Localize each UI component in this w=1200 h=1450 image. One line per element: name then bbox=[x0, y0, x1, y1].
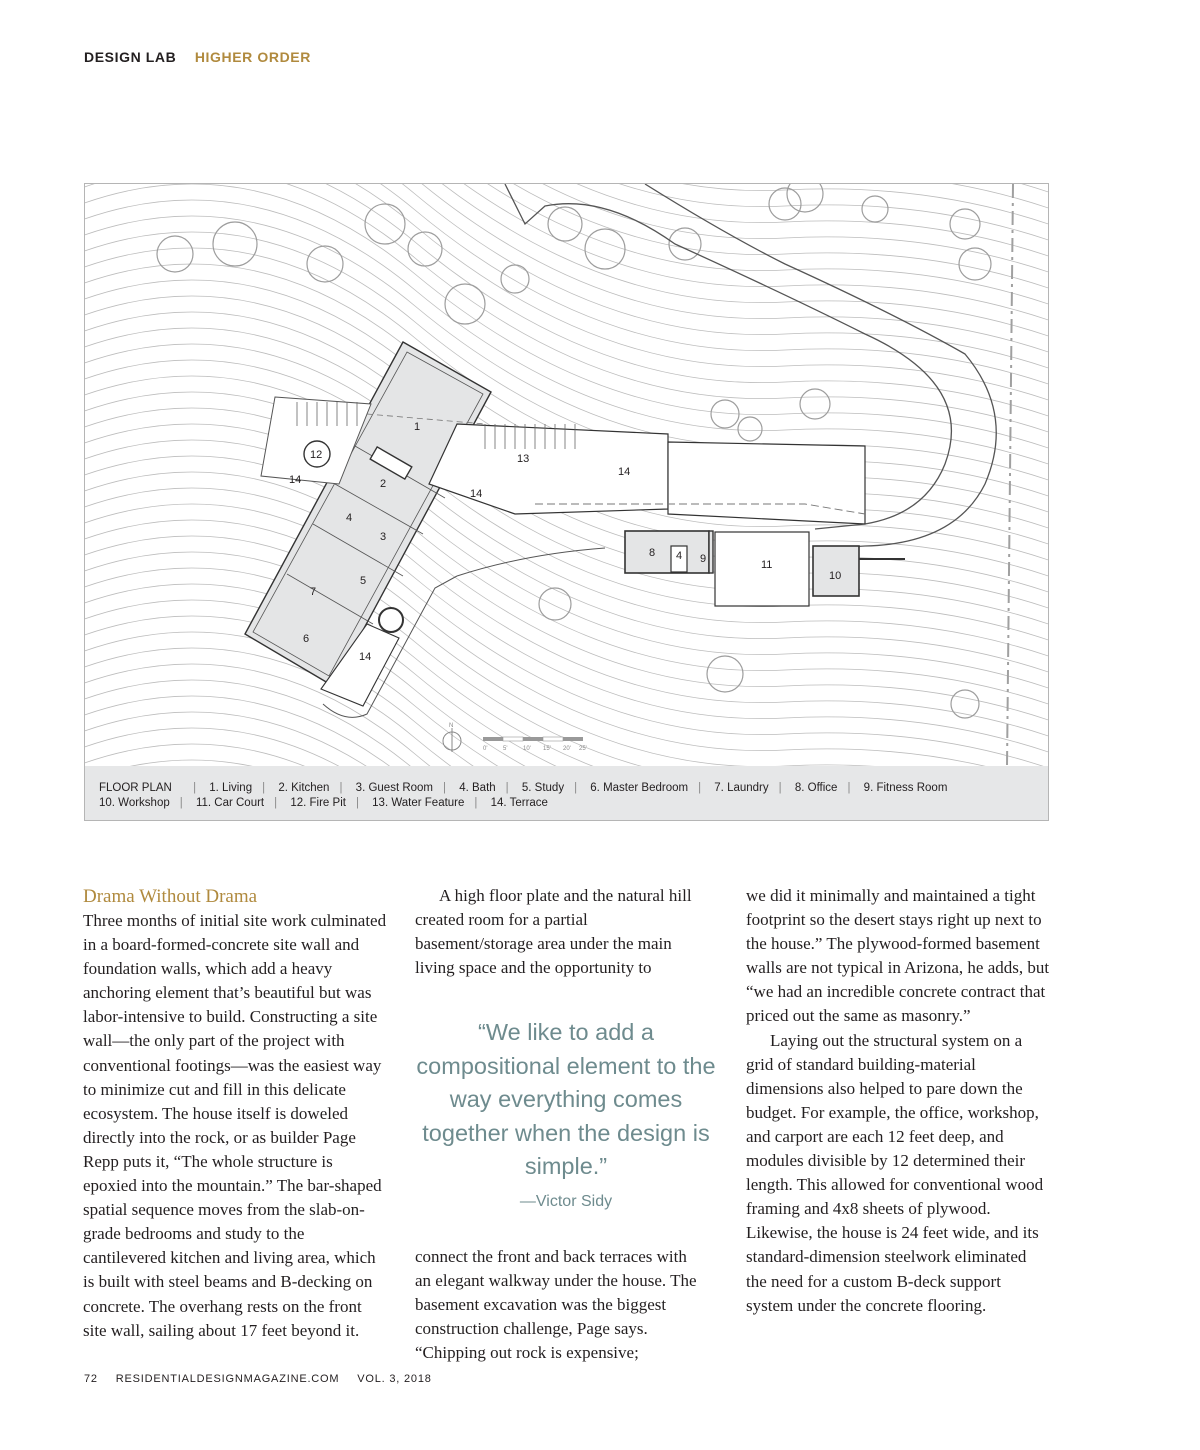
tree-icon bbox=[707, 656, 743, 692]
room-label: 3 bbox=[380, 531, 387, 543]
room-label: 14 bbox=[618, 466, 631, 478]
page-header bbox=[84, 49, 311, 65]
tree-icon bbox=[307, 246, 343, 282]
contour-line bbox=[85, 184, 1048, 388]
pull-quote bbox=[415, 1016, 717, 1214]
contour-line bbox=[85, 184, 1048, 324]
article-column-2-continued bbox=[415, 1245, 700, 1365]
pull-quote-text: “We like to add a compositional element to the way everything comes together when the design is simple.” bbox=[416, 1019, 716, 1179]
tree-icon bbox=[800, 389, 830, 419]
contour-line bbox=[85, 184, 1048, 292]
room-label: 14 bbox=[470, 488, 483, 500]
site-plan-drawing bbox=[85, 184, 1048, 766]
legend-item: 8. Office bbox=[794, 782, 838, 794]
legend-separator: | bbox=[262, 782, 266, 794]
legend-item: 9. Fitness Room bbox=[863, 782, 948, 794]
article-subhead: Drama Without Drama bbox=[83, 886, 258, 907]
legend-item: 11. Car Court bbox=[195, 797, 265, 809]
series-label: HIGHER ORDER bbox=[194, 49, 311, 65]
tree-icon bbox=[548, 207, 582, 241]
tree-icon bbox=[769, 188, 801, 220]
article-column-1 bbox=[83, 884, 388, 1343]
north-arrow bbox=[443, 723, 461, 752]
room-label: 5 bbox=[360, 575, 367, 587]
room-label: 9 bbox=[700, 553, 707, 565]
legend-separator: | bbox=[193, 782, 197, 794]
legend-separator: | bbox=[274, 797, 278, 809]
contour-line bbox=[85, 504, 1048, 766]
room-label: 4 bbox=[346, 512, 353, 524]
legend-separator: | bbox=[847, 782, 851, 794]
tree-icon bbox=[585, 229, 625, 269]
legend-item: 10. Workshop bbox=[99, 797, 170, 809]
legend-item: 2. Kitchen bbox=[278, 782, 330, 794]
contour-line bbox=[85, 184, 1048, 196]
contour-line bbox=[85, 472, 1048, 766]
tree-icon bbox=[950, 209, 980, 239]
scale-label: 20' bbox=[563, 746, 571, 752]
tree-icon bbox=[213, 222, 257, 266]
issue-label: VOL. 3, 2018 bbox=[357, 1373, 432, 1385]
tree-icon bbox=[365, 204, 405, 244]
tree-icon bbox=[862, 196, 888, 222]
article-paragraph: we did it minimally and maintained a tight footprint so the desert stays right up next to the house.” The plywood-formed basement walls are not typical in Arizona, he adds, but “we had an incredible concrete contract that priced out the same as masonry.” bbox=[746, 886, 1050, 1026]
legend-separator: | bbox=[778, 782, 782, 794]
legend-item: 14. Terrace bbox=[490, 797, 548, 809]
room-label: 7 bbox=[310, 586, 317, 598]
page-number: 72 bbox=[84, 1373, 98, 1385]
tree-icon bbox=[408, 232, 442, 266]
scale-label: 5' bbox=[503, 746, 508, 752]
room-label: 8 bbox=[649, 547, 656, 559]
contour-line bbox=[85, 568, 1048, 766]
scale-bar bbox=[483, 737, 587, 752]
section-label: DESIGN LAB bbox=[84, 49, 177, 65]
room-label: 14 bbox=[289, 474, 302, 486]
article-paragraph: Three months of initial site work culminated in a board-formed-concrete site wall and foundation walls, which add a heavy anchoring element that’s beautiful but was labor-intensive to build. Constructing a site wall—the only part of the project with conventional footings—was the easiest way to minimize cut and fill in this delicate ecosystem. The house itself is doweled directly into the rock, or as builder Page Repp puts it, “The whole structure is epoxied into the mountain.” The bar-shaped spatial sequence moves from the slab-on-grade bedrooms and study to the cantilevered kitchen and living area, which is built with steel beams and B-decking on concrete. The overhang rests on the front site wall, sailing about 17 feet beyond it. bbox=[83, 911, 387, 1340]
contour-line bbox=[85, 264, 1048, 564]
contour-line bbox=[85, 184, 1048, 276]
legend-separator: | bbox=[179, 797, 183, 809]
legend-item: 4. Bath bbox=[459, 782, 496, 794]
tree-icon bbox=[157, 236, 193, 272]
tree-icon bbox=[539, 588, 571, 620]
scale-label: 25' bbox=[579, 746, 587, 752]
floor-plan-figure bbox=[84, 183, 1049, 821]
magazine-site: RESIDENTIALDESIGNMAGAZINE.COM bbox=[115, 1373, 340, 1385]
article-column-3 bbox=[746, 884, 1051, 1318]
legend-separator: | bbox=[574, 782, 578, 794]
legend-item: 3. Guest Room bbox=[355, 782, 434, 794]
contour-line bbox=[85, 184, 1048, 372]
legend-row-2 bbox=[99, 796, 1048, 811]
pull-quote-attribution: —Victor Sidy bbox=[519, 1192, 613, 1210]
page-footer bbox=[84, 1373, 446, 1385]
article-paragraph: connect the front and back terraces with an elegant walkway under the house. The basement excavation was the biggest construction challenge, Page says. “Chipping out rock is expensive; bbox=[415, 1247, 697, 1363]
article-column-2 bbox=[415, 884, 700, 980]
north-label: N bbox=[449, 723, 454, 729]
legend-separator: | bbox=[339, 782, 343, 794]
tree-icon bbox=[669, 228, 701, 260]
legend-title: FLOOR PLAN bbox=[99, 782, 172, 794]
legend-item: 7. Laundry bbox=[714, 782, 769, 794]
house-floor-plan bbox=[245, 342, 905, 717]
room-label: 12 bbox=[310, 449, 323, 461]
contour-line bbox=[85, 376, 1048, 676]
room-label: 13 bbox=[517, 453, 530, 465]
legend-separator: | bbox=[505, 782, 509, 794]
tree-icon bbox=[738, 417, 762, 441]
tree-icon bbox=[959, 248, 991, 280]
floor-plan-legend bbox=[85, 766, 1048, 821]
room-label: 6 bbox=[303, 633, 310, 645]
contour-line bbox=[85, 184, 1048, 228]
room-label: 10 bbox=[829, 570, 842, 582]
contour-line bbox=[85, 184, 1048, 212]
contour-line bbox=[85, 184, 1048, 468]
room-label: 2 bbox=[380, 478, 387, 490]
legend-item: 1. Living bbox=[209, 782, 253, 794]
room-label: 4 bbox=[676, 550, 683, 562]
contour-line bbox=[85, 184, 1048, 436]
tree-icon bbox=[445, 284, 485, 324]
legend-separator: | bbox=[355, 797, 359, 809]
legend-item: 12. Fire Pit bbox=[290, 797, 346, 809]
legend-separator: | bbox=[698, 782, 702, 794]
scale-label: 10' bbox=[523, 746, 531, 752]
legend-item: 6. Master Bedroom bbox=[590, 782, 689, 794]
legend-separator: | bbox=[443, 782, 447, 794]
room-label: 14 bbox=[359, 651, 372, 663]
legend-separator: | bbox=[474, 797, 478, 809]
room-label: 1 bbox=[414, 421, 421, 433]
room-label: 11 bbox=[761, 559, 773, 571]
legend-item: 5. Study bbox=[521, 782, 565, 794]
article-paragraph: Laying out the structural system on a grid of standard building-material dimensions also helped to pare down the budget. For example, the office, workshop, and carport are each 12 feet deep, and modules divisible by 12 determined their length. This allowed for conventional wood framing and 4x8 sheets of plywood. Likewise, the house is 24 feet wide, and its standard-dimension steelwork eliminated the need for a custom B-deck support system under the concrete flooring. bbox=[746, 1030, 1044, 1315]
tree-icon bbox=[787, 184, 823, 212]
article-paragraph: A high floor plate and the natural hill created room for a partial basement/storage area under the main living space and the opportunity to bbox=[415, 886, 692, 978]
legend-row-1 bbox=[99, 781, 1048, 796]
scale-label: 15' bbox=[543, 746, 551, 752]
scale-label: 0' bbox=[483, 746, 488, 752]
contour-line bbox=[85, 184, 1048, 452]
tree-icon bbox=[501, 265, 529, 293]
legend-item: 13. Water Feature bbox=[372, 797, 465, 809]
property-line bbox=[1007, 184, 1013, 766]
